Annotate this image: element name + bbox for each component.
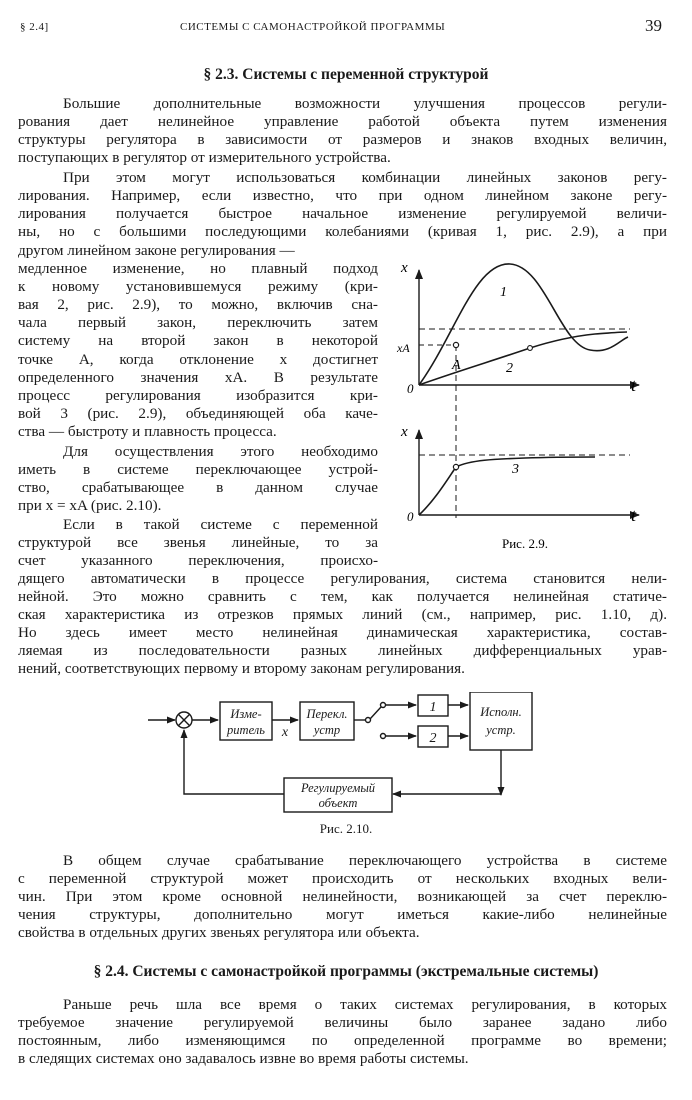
curve-3 <box>419 457 595 515</box>
section-2-4-title: § 2.4. Системы с самонастройкой программы (экстремальные системы) <box>93 963 599 980</box>
text-line: Большие дополнительные возможности улучшения процессов регули- <box>63 95 667 112</box>
measuring-device-label-2: ритель <box>227 723 265 737</box>
controlled-object-label-1: Регулируемый <box>300 781 376 795</box>
text-line: ская характеристика из отрезков прямых линий (см., например, рис. 1.10, д). <box>18 606 667 624</box>
text-line: требуемое значение регулируемой величины было заранее задано либо <box>18 1014 667 1032</box>
text-line: чения структуры, дополнительно могут иметься какие-либо нелинейные <box>18 906 667 924</box>
lower-origin-label: 0 <box>407 509 414 524</box>
measuring-device-label-1: Изме- <box>230 707 262 721</box>
paragraph-variable-structure-intro <box>18 95 667 167</box>
text-line: вой 3 (рис. 2.9), объединяющей оба каче- <box>18 404 378 422</box>
text-line: чала первый закон, переключить затем <box>18 314 378 332</box>
switching-device-label-2: устр <box>313 723 341 737</box>
switch-contact-1 <box>381 703 386 708</box>
text-line: точке A, когда отклонение x достигнет <box>18 350 378 368</box>
signal-x-label: x <box>281 725 289 740</box>
upper-origin-label: 0 <box>407 381 414 396</box>
text-line: Раньше речь шла все время о таких системах регулирования, в которых <box>63 996 667 1013</box>
running-title: СИСТЕМЫ С САМОНАСТРОЙКОЙ ПРОГРАММЫ <box>180 21 446 33</box>
text-line: иметь в системе переключающее устрой- <box>18 461 378 479</box>
text-line: процесс регулирования изобразится кри- <box>18 386 378 404</box>
actuator-label-1: Исполн. <box>480 705 522 719</box>
text-line: чин. При этом кроме основной нелинейности, возникающей за счет переклю- <box>18 888 667 906</box>
text-line: ны, но с большими последующими колебаниями (кривая 1, рис. 2.9), а при <box>18 223 667 241</box>
text-line: свойства в отдельных других звеньях регулятора или объекта. <box>18 924 420 942</box>
law-2-label: 2 <box>429 731 437 746</box>
text-line: лирования. Например, если известно, что при одном линейном законе регу- <box>18 187 667 205</box>
actuator-block <box>470 692 532 750</box>
text-line: ляемая из последовательности разных линейных дифференциальных урав- <box>18 642 667 660</box>
paragraph-general-case <box>18 852 667 942</box>
text-line: Если в такой системе с переменной <box>63 516 378 533</box>
text-line: нений, соответствующих первому и второму законам регулирования. <box>18 660 465 678</box>
paragraph-linear-laws-continued <box>18 242 378 441</box>
text-line: ства — быстроту и плавность процесса. <box>18 422 277 440</box>
text-line: структуры регулятора в зависимости от размеров и знаков входных величин, <box>18 131 667 149</box>
controlled-object-label-2: объект <box>318 796 358 810</box>
figure-2-9-caption: Рис. 2.9. <box>502 536 548 551</box>
figure-2-10-caption: Рис. 2.10. <box>319 821 373 836</box>
section-reference: § 2.4] <box>20 21 49 33</box>
point-a-marker <box>453 342 458 347</box>
law-1-label: 1 <box>429 700 437 715</box>
text-line: Но здесь имеет место нелинейная динамическая характеристика, состав- <box>18 624 667 642</box>
curve-2-label: 2 <box>506 361 513 376</box>
switch-contact-2 <box>381 734 386 739</box>
text-line: при x = xA (рис. 2.10). <box>18 497 162 515</box>
paragraph-nonlinear-system-continued <box>18 570 667 679</box>
text-line: При этом могут использоваться комбинации линейных законов регу- <box>63 169 667 186</box>
switch-blade <box>370 707 381 719</box>
text-line: рования дает нелинейное управление работой объекта путем изменения <box>18 113 667 131</box>
paragraph-extremal-intro <box>18 996 667 1068</box>
paragraph-nonlinear-system <box>18 516 378 570</box>
text-line: другом линейном законе регулирования — <box>18 242 295 259</box>
figure-2-10 <box>140 692 560 842</box>
curve-3-label: 3 <box>512 462 519 477</box>
upper-x-label: x <box>401 260 408 276</box>
text-line: поступающих в регулятор от измерительного устройства. <box>18 149 391 167</box>
text-line: нейной. Это можно сравнить с тем, как получается нелинейная статиче- <box>18 588 667 606</box>
lower-t-label: t <box>631 505 637 525</box>
text-line: медленное изменение, но плавный подход <box>18 260 378 278</box>
switching-device-label-1: Перекл. <box>306 707 348 721</box>
curve-2-marker <box>528 346 533 351</box>
curve-3-switch-marker <box>453 464 458 469</box>
text-line: Для осуществления этого необходимо <box>63 443 378 460</box>
curve-2 <box>419 332 627 385</box>
text-line: ство, срабатывающее в данном случае <box>18 479 378 497</box>
text-line: счет указанного переключения, происхо- <box>18 552 378 570</box>
curve-1-label: 1 <box>500 285 507 300</box>
text-line: В общем случае срабатывание переключающего устройства в системе <box>63 852 667 869</box>
page-number: 39 <box>645 16 662 35</box>
text-line: структурой все звенья линейные, то за <box>18 534 378 552</box>
text-line: с переменной структурой может происходить от нескольких входных вели- <box>18 870 667 888</box>
paragraph-switching-device <box>18 443 378 515</box>
text-line: к новому установившемуся режиму (кри- <box>18 278 378 296</box>
text-line: вая 2, рис. 2.9), то можно, включив сна- <box>18 296 378 314</box>
lower-x-label: x <box>401 424 408 440</box>
curve-1 <box>419 264 628 385</box>
xa-label: xA <box>397 341 410 355</box>
text-line: постоянным, либо изменяющимся по определенной программе во времени; <box>18 1032 667 1050</box>
text-line: систему на второй закон в некоторой <box>18 332 378 350</box>
actuator-label-2: устр. <box>486 723 516 737</box>
text-line: определенного значения xA. В результате <box>18 368 378 386</box>
text-line: в следящих системах оно задавалось извне во время работы системы. <box>18 1050 469 1068</box>
text-line: дящего автоматически в процессе регулирования, система становится нели- <box>18 570 667 587</box>
text-line: лирования получается быстрое начальное изменение регулируемой величи- <box>18 205 667 223</box>
paragraph-linear-laws <box>18 169 667 241</box>
point-a-label: A <box>452 358 461 373</box>
section-2-3-title: § 2.3. Системы с переменной структурой <box>203 66 489 83</box>
upper-t-label: t <box>631 375 637 395</box>
figure-2-9 <box>385 250 660 560</box>
